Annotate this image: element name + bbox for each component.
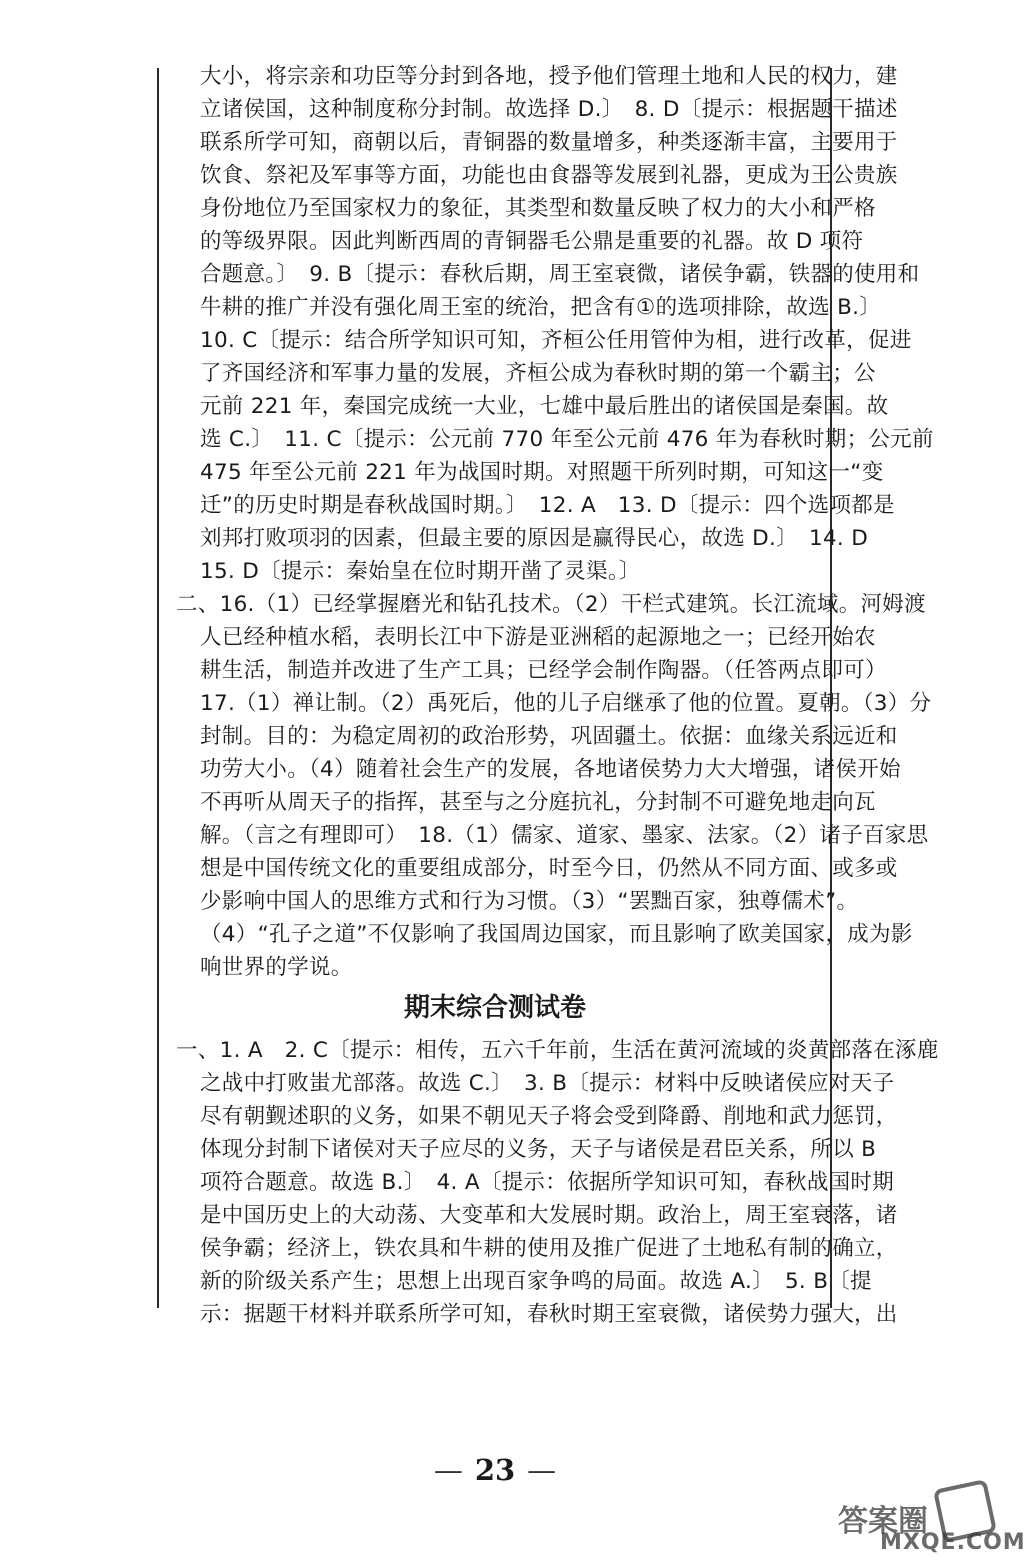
text-line: 响世界的学说。 bbox=[200, 955, 353, 980]
dash-icon: — bbox=[527, 1453, 557, 1487]
dash-icon: — bbox=[433, 1453, 463, 1487]
text-line: 饮食、祭祀及军事等方面，功能也由食器等发展到礼器，更成为王公贵族 bbox=[200, 163, 898, 188]
text-line: 15. D〔提示：秦始皇在位时期开凿了灵渠。〕 bbox=[200, 559, 641, 584]
text-line: 联系所学可知，商朝以后，青铜器的数量增多，种类逐渐丰富，主要用于 bbox=[200, 130, 898, 155]
text-line: 想是中国传统文化的重要组成部分，时至今日，仍然从不同方面、或多或 bbox=[200, 856, 898, 881]
text-line: 牛耕的推广并没有强化周王室的统治，把含有①的选项排除，故选 B.〕 bbox=[200, 295, 882, 320]
text-line: 不再听从周天子的指挥，甚至与之分庭抗礼，分封制不可避免地走向瓦 bbox=[200, 790, 876, 815]
text-line: 迁”的历史时期是春秋战国时期。〕 12. A 13. D〔提示：四个选项都是 bbox=[200, 493, 895, 518]
text-line: 了齐国经济和军事力量的发展，齐桓公成为春秋时期的第一个霸主；公 bbox=[200, 361, 876, 386]
left-border-rule bbox=[157, 68, 159, 1308]
text-line: 17.（1）禅让制。（2）禹死后，他的儿子启继承了他的位置。夏朝。（3）分 bbox=[200, 691, 932, 716]
watermark-url: MXQE.COM bbox=[880, 1530, 1026, 1555]
text-line: 立诸侯国，这种制度称分封制。故选择 D.〕 8. D〔提示：根据题干描述 bbox=[200, 97, 898, 122]
text-line: 功劳大小。（4）随着社会生产的发展，各地诸侯势力大大增强，诸侯开始 bbox=[200, 757, 901, 782]
text-line: 身份地位乃至国家权力的象征，其类型和数量反映了权力的大小和严格 bbox=[200, 196, 876, 221]
text-line: 10. C〔提示：结合所学知识可知，齐桓公任用管仲为相，进行改革，促进 bbox=[200, 328, 912, 353]
text-line: 元前 221 年，秦国完成统一大业，七雄中最后胜出的诸侯国是秦国。故 bbox=[200, 394, 889, 419]
text-line: 示：据题干材料并联系所学可知，春秋时期王室衰微，诸侯势力强大，出 bbox=[200, 1302, 898, 1327]
text-line: 选 C.〕 11. C〔提示：公元前 770 年至公元前 476 年为春秋时期；公元前 bbox=[200, 427, 934, 452]
text-line: 二、16.（1）已经掌握磨光和钻孔技术。（2）干栏式建筑。长江流域。河姆渡 bbox=[176, 592, 926, 617]
text-line: （4）“孔子之道”不仅影响了我国周边国家，而且影响了欧美国家，成为影 bbox=[200, 922, 913, 947]
section-title: 期末综合测试卷 bbox=[403, 993, 586, 1023]
text-line: 之战中打败蚩尤部落。故选 C.〕 3. B〔提示：材料中反映诸侯应对天子 bbox=[200, 1071, 895, 1096]
text-line: 解。（言之有理即可） 18.（1）儒家、道家、墨家、法家。（2）诸子百家思 bbox=[200, 823, 929, 848]
text-line: 耕生活，制造并改进了生产工具；已经学会制作陶器。（任答两点即可） bbox=[200, 658, 887, 683]
text-line: 新的阶级关系产生；思想上出现百家争鸣的局面。故选 A.〕 5. B〔提 bbox=[200, 1269, 872, 1294]
text-line: 是中国历史上的大动荡、大变革和大发展时期。政治上，周王室衰落，诸 bbox=[200, 1203, 898, 1228]
watermark-text: 答案圈 bbox=[838, 1504, 928, 1539]
text-line: 475 年至公元前 221 年为战国时期。对照题干所列时期，可知这一“变 bbox=[200, 460, 884, 485]
text-line: 人已经种植水稻，表明长江中下游是亚洲稻的起源地之一；已经开始农 bbox=[200, 625, 876, 650]
text-line: 刘邦打败项羽的因素，但最主要的原因是赢得民心，故选 D.〕 14. D bbox=[200, 526, 869, 551]
text-line: 体现分封制下诸侯对天子应尽的义务，天子与诸侯是君臣关系，所以 B bbox=[200, 1137, 877, 1162]
text-line: 侯争霸；经济上，铁农具和牛耕的使用及推广促进了土地私有制的确立， bbox=[200, 1236, 898, 1261]
text-line: 大小，将宗亲和功臣等分封到各地，授予他们管理土地和人民的权力，建 bbox=[200, 64, 898, 89]
text-line: 尽有朝觐述职的义务，如果不朝见天子将会受到降爵、削地和武力惩罚， bbox=[200, 1104, 898, 1129]
text-line: 项符合题意。故选 B.〕 4. A〔提示：依据所学知识可知，春秋战国时期 bbox=[200, 1170, 895, 1195]
page-number-value: 23 bbox=[474, 1453, 516, 1487]
text-line: 合题意。〕 9. B〔提示：春秋后期，周王室衰微，诸侯争霸，铁器的使用和 bbox=[200, 262, 920, 287]
page-number bbox=[0, 1450, 990, 1490]
text-line: 封制。目的：为稳定周初的政治形势，巩固疆土。依据：血缘关系远近和 bbox=[200, 724, 898, 749]
text-line: 一、1. A 2. C〔提示：相传，五六千年前，生活在黄河流域的炎黄部落在涿鹿 bbox=[176, 1038, 939, 1063]
text-line: 少影响中国人的思维方式和行为习惯。（3）“罢黜百家，独尊儒术”。 bbox=[200, 889, 859, 914]
text-line: 的等级界限。因此判断西周的青铜器毛公鼎是重要的礼器。故 D 项符 bbox=[200, 229, 864, 254]
